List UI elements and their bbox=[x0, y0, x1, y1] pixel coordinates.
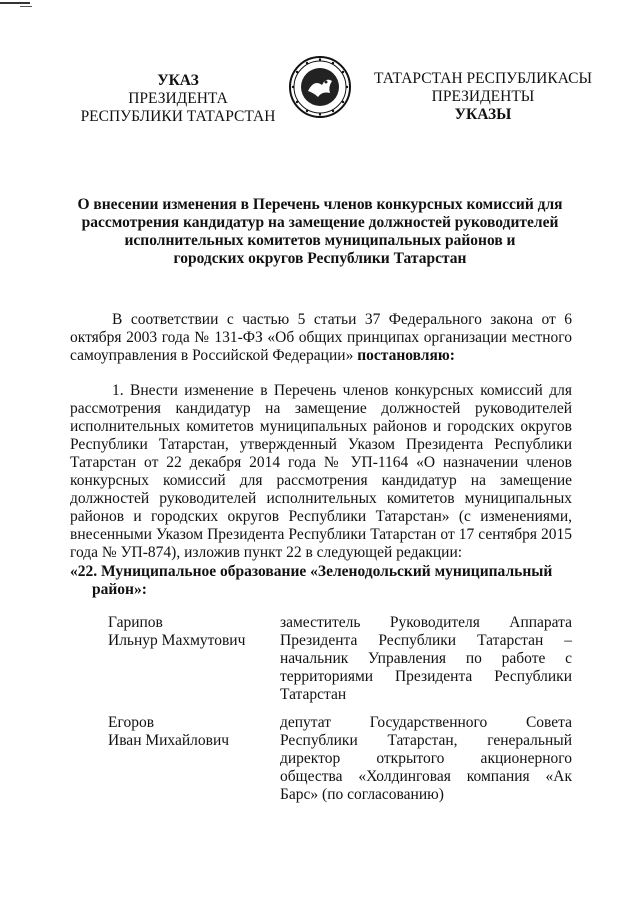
member-given-names: Ильнур Махмутович bbox=[108, 632, 246, 649]
member-name bbox=[108, 714, 278, 750]
section-22-line1: «22. Муниципальное образование «Зеленодольский муниципальный bbox=[70, 563, 553, 580]
member-given-names: Иван Михайлович bbox=[108, 732, 230, 749]
decree-title bbox=[70, 196, 570, 268]
section-22-heading bbox=[70, 563, 572, 599]
title-line2: рассмотрения кандидатур на замещение должностей руководителей bbox=[81, 214, 559, 231]
preamble-text: В соответствии с частью 5 статьи 37 Федерального закона от 6 октября 2003 года № 131-ФЗ «Об общих принципах организации местного самоуправления в Российской Федерации» bbox=[70, 311, 572, 364]
title-line3: исполнительных комитетов муниципальных районов и bbox=[124, 232, 516, 249]
title-line4: городских округов Республики Татарстан bbox=[173, 250, 467, 267]
coat-of-arms-icon bbox=[288, 55, 352, 119]
section-22-line2: район»: bbox=[92, 581, 147, 598]
header-left-line2: ПРЕЗИДЕНТА bbox=[128, 90, 228, 107]
item-1-text: 1. Внести изменение в Перечень членов конкурсных комиссий для рассмотрения кандидатур на замещение должностей руководителей исполнительных комитетов муниципальных районов и городских округов Республики Татарстан, утвержденный Указом Президента Республики Татарстан от 22 декабря 2014 года № УП-1164 «О назначении членов конкурсных комиссий для рассмотрения кандидатур на замещение должностей руководителей исполнительных комитетов муниципальных районов и городских округов Республики Татарстан» (с изменениями, внесенными Указом Президента Республики Татарстан от 17 сентября 2015 года № УП-874), изложив пункт 22 в следующей редакции: bbox=[70, 382, 572, 561]
title-line1: О внесении изменения в Перечень членов конкурсных комиссий для bbox=[77, 196, 563, 213]
decree-word: постановляю: bbox=[357, 347, 455, 364]
member-surname: Гарипов bbox=[108, 614, 163, 631]
header-right-line2: ПРЕЗИДЕНТЫ bbox=[431, 88, 535, 105]
scan-mark-small bbox=[20, 6, 32, 7]
member-position: заместитель Руководителя Аппарата Президента Республики Татарстан – начальник Управления по работе с территориями Президента Республики Татарстан bbox=[280, 614, 572, 703]
preamble-paragraph bbox=[70, 311, 572, 365]
header-left-line1: УКАЗ bbox=[157, 72, 199, 89]
header-right bbox=[368, 70, 598, 124]
scan-mark bbox=[0, 2, 30, 4]
header-left bbox=[78, 72, 278, 126]
header-left-line3: РЕСПУБЛИКИ ТАТАРСТАН bbox=[80, 108, 276, 125]
header-right-line3: УКАЗЫ bbox=[454, 106, 512, 123]
item-1-paragraph bbox=[70, 382, 572, 562]
member-position: депутат Государственного Совета Республики Татарстан, генеральный директор открытого акционерного общества «Холдинговая компания «Ак Барс» (по согласованию) bbox=[280, 714, 572, 803]
member-surname: Егоров bbox=[108, 714, 155, 731]
member-name bbox=[108, 614, 278, 650]
header-right-line1: ТАТАРСТАН РЕСПУБЛИКАСЫ bbox=[374, 70, 592, 87]
